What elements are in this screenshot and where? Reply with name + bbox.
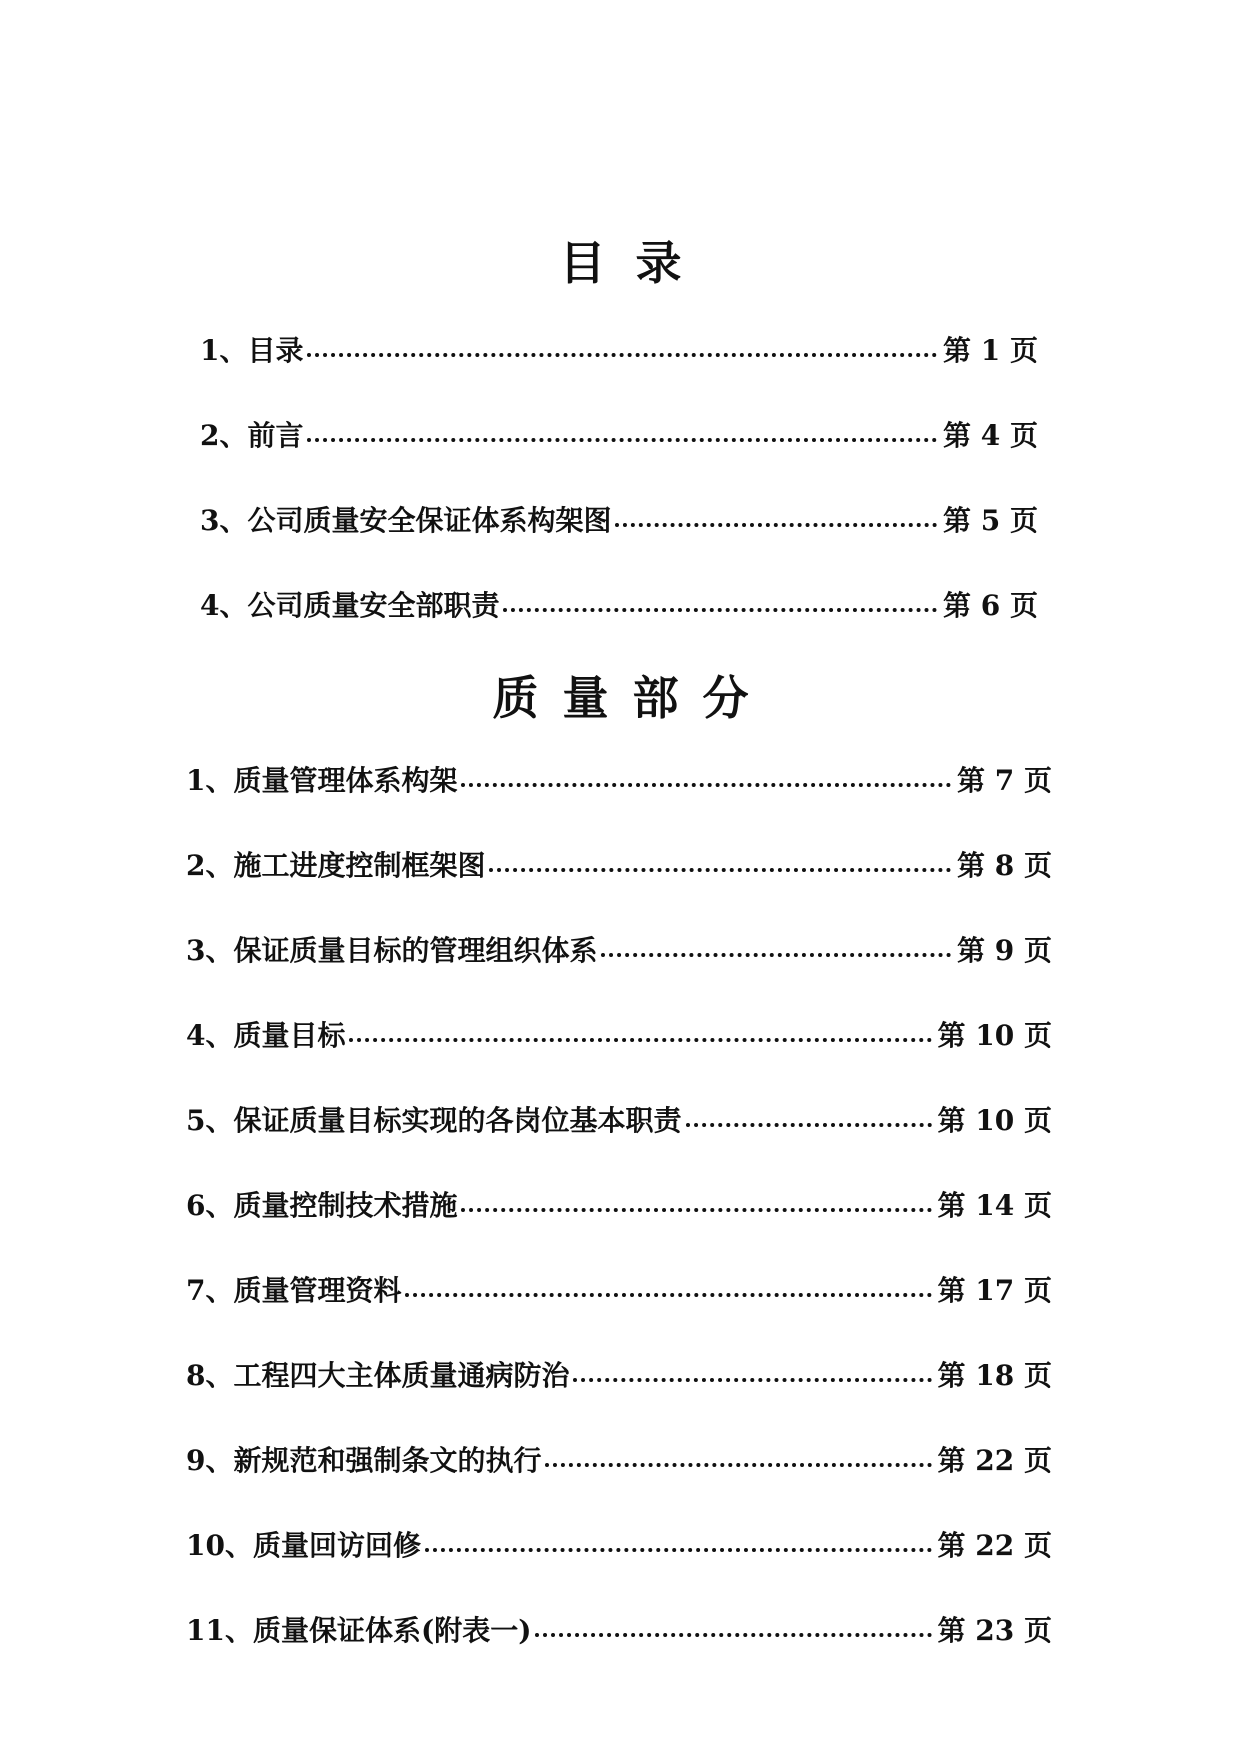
toc-entry-label: 4、质量目标 [186,1019,346,1052]
toc-entry-page: 第 10 页 [937,1104,1052,1137]
toc-entry-label: 1、质量管理体系构架 [186,764,458,797]
dot-leader [615,523,937,527]
dot-leader [461,1208,931,1212]
toc-entry-page: 第 4 页 [943,419,1038,452]
toc-entry-label: 2、施工进度控制框架图 [186,849,486,882]
toc-entry [186,1097,1052,1141]
toc-entry [186,1012,1052,1056]
toc-entry-label: 10、质量回访回修 [186,1529,421,1562]
toc-entry-page: 第 10 页 [937,1019,1052,1052]
toc-entry [186,1352,1052,1396]
toc-entry-label: 1、目录 [200,334,304,367]
toc-entry-label: 5、保证质量目标实现的各岗位基本职责 [186,1104,682,1137]
dot-leader [573,1378,931,1382]
toc-entry-label: 4、公司质量安全部职责 [200,589,500,622]
dot-leader [349,1038,931,1042]
toc-entry-page: 第 6 页 [943,589,1038,622]
quality-section-heading: 质量部分 [492,671,773,725]
toc-entry [186,927,1052,971]
dot-leader [601,953,951,957]
toc-entry-page: 第 22 页 [937,1529,1052,1562]
toc-entry-page: 第 5 页 [943,504,1038,537]
toc-entry-page: 第 14 页 [937,1189,1052,1222]
toc-entry [186,757,1052,801]
dot-leader [307,438,937,442]
toc-entry-page: 第 23 页 [937,1614,1052,1647]
toc-entry [186,1437,1052,1481]
toc-entry [186,1182,1052,1226]
toc-entry-label: 7、质量管理资料 [186,1274,402,1307]
toc-entry [200,412,1038,456]
toc-entry-label: 6、质量控制技术措施 [186,1189,458,1222]
dot-leader [535,1633,931,1637]
dot-leader [307,353,937,357]
toc-entry-page: 第 1 页 [943,334,1038,367]
toc-entry-page: 第 18 页 [937,1359,1052,1392]
toc-entry [186,1607,1052,1651]
dot-leader [545,1463,931,1467]
toc-entry-label: 11、质量保证体系(附表一) [186,1614,532,1647]
toc-entry [186,1522,1052,1566]
toc-entry [186,842,1052,886]
dot-leader [405,1293,931,1297]
dot-leader [461,783,951,787]
toc-entry-page: 第 9 页 [957,934,1052,967]
toc-entry-label: 3、保证质量目标的管理组织体系 [186,934,598,967]
toc-entry-label: 9、新规范和强制条文的执行 [186,1444,542,1477]
toc-heading: 目录 [559,236,712,290]
toc-entry-page: 第 22 页 [937,1444,1052,1477]
dot-leader [686,1123,932,1127]
toc-entry [200,582,1038,626]
dot-leader [503,608,937,612]
toc-entry-label: 3、公司质量安全保证体系构架图 [200,504,612,537]
toc-entry [186,1267,1052,1311]
toc-entry-label: 2、前言 [200,419,304,452]
toc-entry [200,497,1038,541]
toc-entry-label: 8、工程四大主体质量通病防治 [186,1359,570,1392]
toc-entry-page: 第 8 页 [957,849,1052,882]
dot-leader [425,1548,932,1552]
dot-leader [489,868,951,872]
toc-entry-page: 第 7 页 [957,764,1052,797]
toc-entry-page: 第 17 页 [937,1274,1052,1307]
toc-entry [200,327,1038,371]
